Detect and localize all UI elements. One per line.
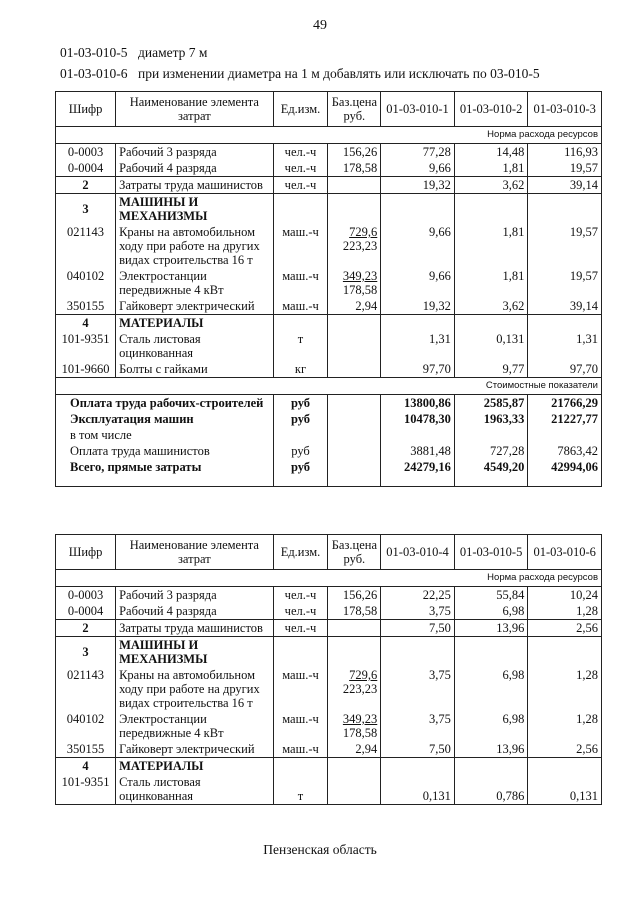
table-row bbox=[56, 160, 602, 177]
table-header-row bbox=[56, 92, 602, 127]
header-code: Шифр bbox=[56, 92, 116, 127]
row-code: 350155 bbox=[56, 298, 116, 315]
header-code: Шифр bbox=[56, 535, 116, 570]
row-value: 3,62 bbox=[454, 177, 528, 194]
row-price: 178,58 bbox=[328, 603, 381, 620]
cost-label-row bbox=[56, 378, 602, 395]
cost-unit: руб bbox=[273, 459, 328, 487]
norm-label-row bbox=[56, 127, 602, 144]
row-name: Затраты труда машинистов bbox=[116, 177, 273, 194]
row-value: 97,70 bbox=[528, 361, 602, 378]
row-price bbox=[328, 774, 381, 805]
cost-unit: руб bbox=[273, 395, 328, 412]
row-value: 0,131 bbox=[528, 774, 602, 805]
cost-row bbox=[56, 411, 602, 427]
row-value: 9,77 bbox=[454, 361, 528, 378]
row-price: 2,94 bbox=[328, 741, 381, 758]
row-value: 1,81 bbox=[454, 160, 528, 177]
row-code: 101-9351 bbox=[56, 774, 116, 805]
intro-line-2 bbox=[60, 66, 540, 82]
header-price: Баз.цена руб. bbox=[328, 92, 381, 127]
resource-table-2 bbox=[55, 534, 602, 805]
cost-name: Всего, прямые затраты bbox=[56, 459, 274, 487]
row-unit: чел.-ч bbox=[273, 144, 328, 161]
table-row bbox=[56, 603, 602, 620]
row-value: 19,57 bbox=[528, 160, 602, 177]
row-name: Рабочий 3 разряда bbox=[116, 587, 273, 604]
row-price bbox=[328, 620, 381, 637]
section-title: МАТЕРИАЛЫ bbox=[116, 315, 273, 332]
row-value: 19,32 bbox=[381, 177, 455, 194]
header-name: Наименование элемента затрат bbox=[116, 92, 273, 127]
intro-code: 01-03-010-6 bbox=[60, 66, 128, 81]
row-name: Электростанции передвижные 4 кВт bbox=[116, 711, 273, 741]
row-value: 22,25 bbox=[381, 587, 455, 604]
intro-line-1 bbox=[60, 45, 207, 61]
row-value: 1,81 bbox=[454, 268, 528, 298]
row-value: 7,50 bbox=[381, 741, 455, 758]
header-col: 01-03-010-4 bbox=[381, 535, 455, 570]
resource-table-1 bbox=[55, 91, 602, 487]
row-value: 6,98 bbox=[454, 667, 528, 711]
row-price bbox=[328, 711, 381, 741]
row-value: 55,84 bbox=[454, 587, 528, 604]
row-unit: кг bbox=[273, 361, 328, 378]
header-col: 01-03-010-2 bbox=[454, 92, 528, 127]
row-price: 156,26 bbox=[328, 587, 381, 604]
norm-label: Норма расхода ресурсов bbox=[56, 570, 602, 587]
row-price bbox=[328, 177, 381, 194]
row-value: 2,56 bbox=[528, 741, 602, 758]
row-price bbox=[328, 667, 381, 711]
cost-row bbox=[56, 395, 602, 412]
row-value: 0,786 bbox=[454, 774, 528, 805]
cost-unit: руб bbox=[273, 443, 328, 459]
table-row bbox=[56, 741, 602, 758]
norm-label-row bbox=[56, 570, 602, 587]
table-row bbox=[56, 711, 602, 741]
price-top: 729,6 bbox=[349, 668, 378, 682]
table-row bbox=[56, 298, 602, 315]
row-code: 2 bbox=[56, 177, 116, 194]
row-code: 101-9351 bbox=[56, 331, 116, 361]
cost-name: Оплата труда машинистов bbox=[56, 443, 274, 459]
cost-row bbox=[56, 459, 602, 487]
row-name: Сталь листовая оцинкованная bbox=[116, 774, 273, 805]
section-title: МАТЕРИАЛЫ bbox=[116, 758, 273, 775]
row-value: 3,62 bbox=[454, 298, 528, 315]
row-unit: чел.-ч bbox=[273, 587, 328, 604]
row-name: Гайковерт электрический bbox=[116, 298, 273, 315]
row-unit: маш.-ч bbox=[273, 298, 328, 315]
cost-unit: руб bbox=[273, 411, 328, 427]
row-value: 19,32 bbox=[381, 298, 455, 315]
table-header-row bbox=[56, 535, 602, 570]
row-price bbox=[328, 268, 381, 298]
header-col: 01-03-010-5 bbox=[454, 535, 528, 570]
header-col: 01-03-010-1 bbox=[381, 92, 455, 127]
section-row-materials bbox=[56, 315, 602, 332]
row-value: 1,31 bbox=[381, 331, 455, 361]
section-number: 3 bbox=[56, 194, 116, 225]
section-row-materials bbox=[56, 758, 602, 775]
cost-label: Стоимостные показатели bbox=[56, 378, 602, 395]
section-row-machines bbox=[56, 637, 602, 668]
row-value: 0,131 bbox=[454, 331, 528, 361]
row-name: Гайковерт электрический bbox=[116, 741, 273, 758]
section-number: 4 bbox=[56, 758, 116, 775]
row-name: Рабочий 4 разряда bbox=[116, 603, 273, 620]
page-number: 49 bbox=[313, 18, 327, 33]
header-unit: Ед.изм. bbox=[273, 92, 328, 127]
row-unit: т bbox=[273, 774, 328, 805]
row-value: 39,14 bbox=[528, 177, 602, 194]
row-code: 2 bbox=[56, 620, 116, 637]
row-value: 39,14 bbox=[528, 298, 602, 315]
intro-code: 01-03-010-5 bbox=[60, 45, 128, 60]
row-unit: маш.-ч bbox=[273, 741, 328, 758]
row-value: 19,57 bbox=[528, 268, 602, 298]
cost-value: 13800,86 bbox=[381, 395, 455, 412]
row-name: Рабочий 3 разряда bbox=[116, 144, 273, 161]
row-price: 156,26 bbox=[328, 144, 381, 161]
table-row bbox=[56, 331, 602, 361]
row-code: 040102 bbox=[56, 711, 116, 741]
section-number: 3 bbox=[56, 637, 116, 668]
price-top: 729,6 bbox=[349, 225, 378, 239]
row-value: 9,66 bbox=[381, 160, 455, 177]
cost-name: Эксплуатация машин bbox=[56, 411, 274, 427]
header-name: Наименование элемента затрат bbox=[116, 535, 273, 570]
cost-value: 7863,42 bbox=[528, 443, 602, 459]
row-value: 19,57 bbox=[528, 224, 602, 268]
row-value: 6,98 bbox=[454, 711, 528, 741]
row-value: 7,50 bbox=[381, 620, 455, 637]
row-code: 021143 bbox=[56, 224, 116, 268]
row-value: 1,81 bbox=[454, 224, 528, 268]
row-value: 6,98 bbox=[454, 603, 528, 620]
row-value: 13,96 bbox=[454, 741, 528, 758]
cost-value: 727,28 bbox=[454, 443, 528, 459]
row-value: 13,96 bbox=[454, 620, 528, 637]
row-value: 2,56 bbox=[528, 620, 602, 637]
row-value: 97,70 bbox=[381, 361, 455, 378]
row-value: 3,75 bbox=[381, 711, 455, 741]
row-code: 350155 bbox=[56, 741, 116, 758]
row-value: 3,75 bbox=[381, 603, 455, 620]
row-value: 116,93 bbox=[528, 144, 602, 161]
row-unit: маш.-ч bbox=[273, 711, 328, 741]
price-bottom: 178,58 bbox=[342, 726, 378, 740]
table-row bbox=[56, 144, 602, 161]
row-unit: чел.-ч bbox=[273, 620, 328, 637]
cost-name: Оплата труда рабочих-строителей bbox=[56, 395, 274, 412]
cost-value: 42994,06 bbox=[528, 459, 602, 487]
row-unit: маш.-ч bbox=[273, 667, 328, 711]
cost-row bbox=[56, 427, 602, 443]
row-value: 1,28 bbox=[528, 711, 602, 741]
row-value: 1,31 bbox=[528, 331, 602, 361]
row-name: Электростанции передвижные 4 кВт bbox=[116, 268, 273, 298]
intro-text: диаметр 7 м bbox=[138, 45, 208, 60]
table-row bbox=[56, 620, 602, 637]
header-price: Баз.цена руб. bbox=[328, 535, 381, 570]
row-name: Болты с гайками bbox=[116, 361, 273, 378]
table-row bbox=[56, 774, 602, 805]
table-row bbox=[56, 361, 602, 378]
row-value: 9,66 bbox=[381, 224, 455, 268]
table-row bbox=[56, 587, 602, 604]
row-value: 9,66 bbox=[381, 268, 455, 298]
row-name: Сталь листовая оцинкованная bbox=[116, 331, 273, 361]
intro-text: при изменении диаметра на 1 м добавлять или исключать по 03-010-5 bbox=[138, 66, 540, 81]
price-bottom: 223,23 bbox=[342, 682, 378, 696]
row-name: Затраты труда машинистов bbox=[116, 620, 273, 637]
cost-value: 10478,30 bbox=[381, 411, 455, 427]
cost-value: 3881,48 bbox=[381, 443, 455, 459]
header-col: 01-03-010-3 bbox=[528, 92, 602, 127]
row-code: 0-0003 bbox=[56, 587, 116, 604]
price-bottom: 223,23 bbox=[342, 239, 378, 253]
row-unit: чел.-ч bbox=[273, 160, 328, 177]
table-row bbox=[56, 667, 602, 711]
section-title: МАШИНЫ И МЕХАНИЗМЫ bbox=[116, 194, 273, 225]
row-code: 0-0003 bbox=[56, 144, 116, 161]
row-code: 101-9660 bbox=[56, 361, 116, 378]
row-name: Рабочий 4 разряда bbox=[116, 160, 273, 177]
price-top: 349,23 bbox=[342, 712, 378, 726]
cost-value: 2585,87 bbox=[454, 395, 528, 412]
row-unit: т bbox=[273, 331, 328, 361]
row-name: Краны на автомобильном ходу при работе на других видах строительства 16 т bbox=[116, 667, 273, 711]
cost-value: 24279,16 bbox=[381, 459, 455, 487]
row-unit: чел.-ч bbox=[273, 603, 328, 620]
section-title: МАШИНЫ И МЕХАНИЗМЫ bbox=[116, 637, 273, 668]
header-unit: Ед.изм. bbox=[273, 535, 328, 570]
row-value: 10,24 bbox=[528, 587, 602, 604]
row-unit: чел.-ч bbox=[273, 177, 328, 194]
row-value: 77,28 bbox=[381, 144, 455, 161]
row-code: 021143 bbox=[56, 667, 116, 711]
row-value: 1,28 bbox=[528, 603, 602, 620]
row-value: 1,28 bbox=[528, 667, 602, 711]
price-bottom: 178,58 bbox=[342, 283, 378, 297]
table-row bbox=[56, 268, 602, 298]
row-value: 3,75 bbox=[381, 667, 455, 711]
cost-name: в том числе bbox=[56, 427, 274, 443]
footer-region: Пензенская область bbox=[263, 842, 377, 857]
section-row-machines bbox=[56, 194, 602, 225]
row-value: 0,131 bbox=[381, 774, 455, 805]
table-row bbox=[56, 224, 602, 268]
row-price bbox=[328, 331, 381, 361]
row-price: 178,58 bbox=[328, 160, 381, 177]
row-unit: маш.-ч bbox=[273, 268, 328, 298]
cost-value: 1963,33 bbox=[454, 411, 528, 427]
header-col: 01-03-010-6 bbox=[528, 535, 602, 570]
cost-value: 4549,20 bbox=[454, 459, 528, 487]
norm-label: Норма расхода ресурсов bbox=[56, 127, 602, 144]
cost-value: 21766,29 bbox=[528, 395, 602, 412]
row-price: 2,94 bbox=[328, 298, 381, 315]
table-row bbox=[56, 177, 602, 194]
section-number: 4 bbox=[56, 315, 116, 332]
price-top: 349,23 bbox=[342, 269, 378, 283]
row-price bbox=[328, 224, 381, 268]
row-price bbox=[328, 361, 381, 378]
cost-row bbox=[56, 443, 602, 459]
row-name: Краны на автомобильном ходу при работе на других видах строительства 16 т bbox=[116, 224, 273, 268]
row-code: 0-0004 bbox=[56, 160, 116, 177]
row-code: 0-0004 bbox=[56, 603, 116, 620]
cost-value: 21227,77 bbox=[528, 411, 602, 427]
row-code: 040102 bbox=[56, 268, 116, 298]
row-value: 14,48 bbox=[454, 144, 528, 161]
row-unit: маш.-ч bbox=[273, 224, 328, 268]
